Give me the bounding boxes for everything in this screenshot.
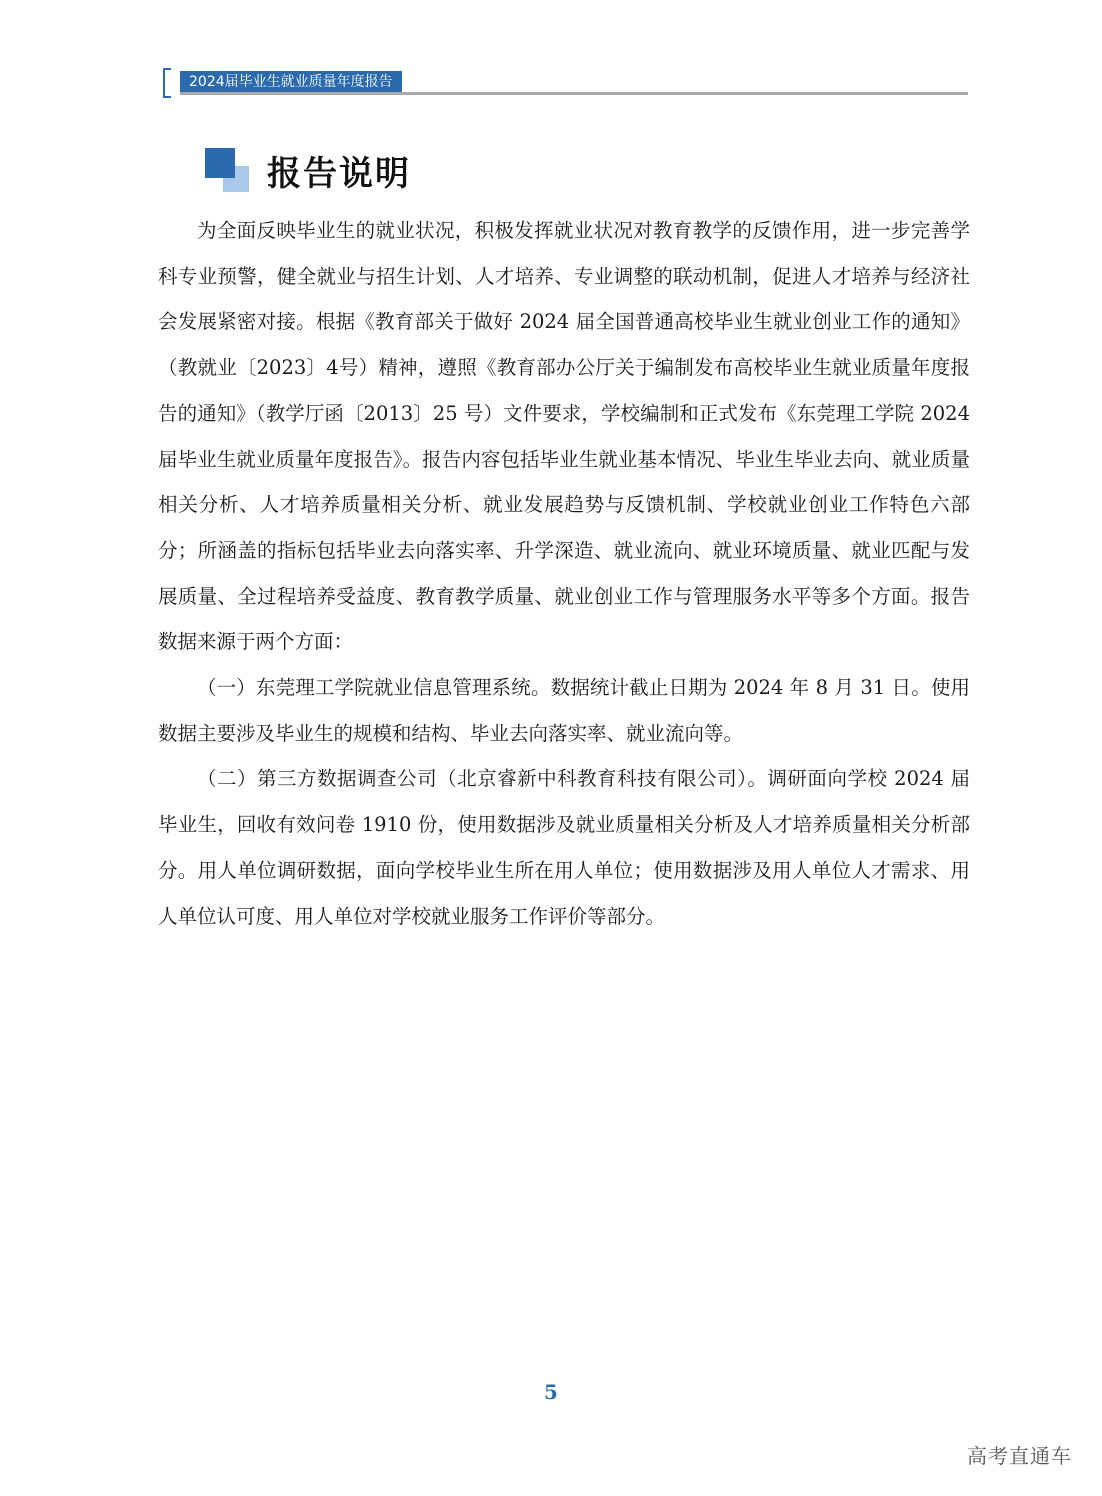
header-report-title: 2024届毕业生就业质量年度报告: [180, 71, 402, 93]
body-text: [158, 208, 970, 939]
paragraph-source-2: （二）第三方数据调查公司（北京睿新中科教育科技有限公司）。调研面向学校 2024 届毕业生，回收有效问卷 1910 份，使用数据涉及就业质量相关分析及人才培养质量相关分析部分。用人单位调研数据，面向学校毕业生所在用人单位；使用数据涉及用人单位人才需求、用人单位认可度、用人单位对学校就业服务工作评价等部分。: [158, 767, 970, 928]
section-title: 报告说明: [267, 153, 411, 194]
running-header: [163, 68, 968, 98]
section-heading: [205, 146, 411, 194]
watermark-text: 高考直通车: [967, 1444, 1072, 1468]
paragraph-intro: 为全面反映毕业生的就业状况，积极发挥就业状况对教育教学的反馈作用，进一步完善学科专业预警，健全就业与招生计划、人才培养、专业调整的联动机制，促进人才培养与经济社会发展紧密对接。根据《教育部关于做好 2024 届全国普通高校毕业生就业创业工作的通知》（教就业〔2023〕4号）精神，遵照《教育部办公厅关于编制发布高校毕业生就业质量年度报告的通知》（教学厅函〔2013〕25 号）文件要求，学校编制和正式发布《东莞理工学院 2024 届毕业生就业质量年度报告》。报告内容包括毕业生就业基本情况、毕业生毕业去向、就业质量相关分析、人才培养质量相关分析、就业发展趋势与反馈机制、学校就业创业工作特色六部分；所涵盖的指标包括毕业去向落实率、升学深造、就业流向、就业环境质量、就业匹配与发展质量、全过程培养受益度、教育教学质量、就业创业工作与管理服务水平等多个方面。报告数据来源于两个方面：: [158, 219, 970, 654]
header-bracket-decoration: [163, 68, 171, 98]
page-number: 5: [544, 1380, 558, 1404]
paragraph-source-1: （一）东莞理工学院就业信息管理系统。数据统计截止日期为 2024 年 8 月 31 日。使用数据主要涉及毕业生的规模和结构、毕业去向落实率、就业流向等。: [158, 676, 970, 745]
squares-icon-dark: [205, 148, 235, 178]
squares-icon: [205, 148, 249, 192]
header-rule: [180, 92, 968, 95]
